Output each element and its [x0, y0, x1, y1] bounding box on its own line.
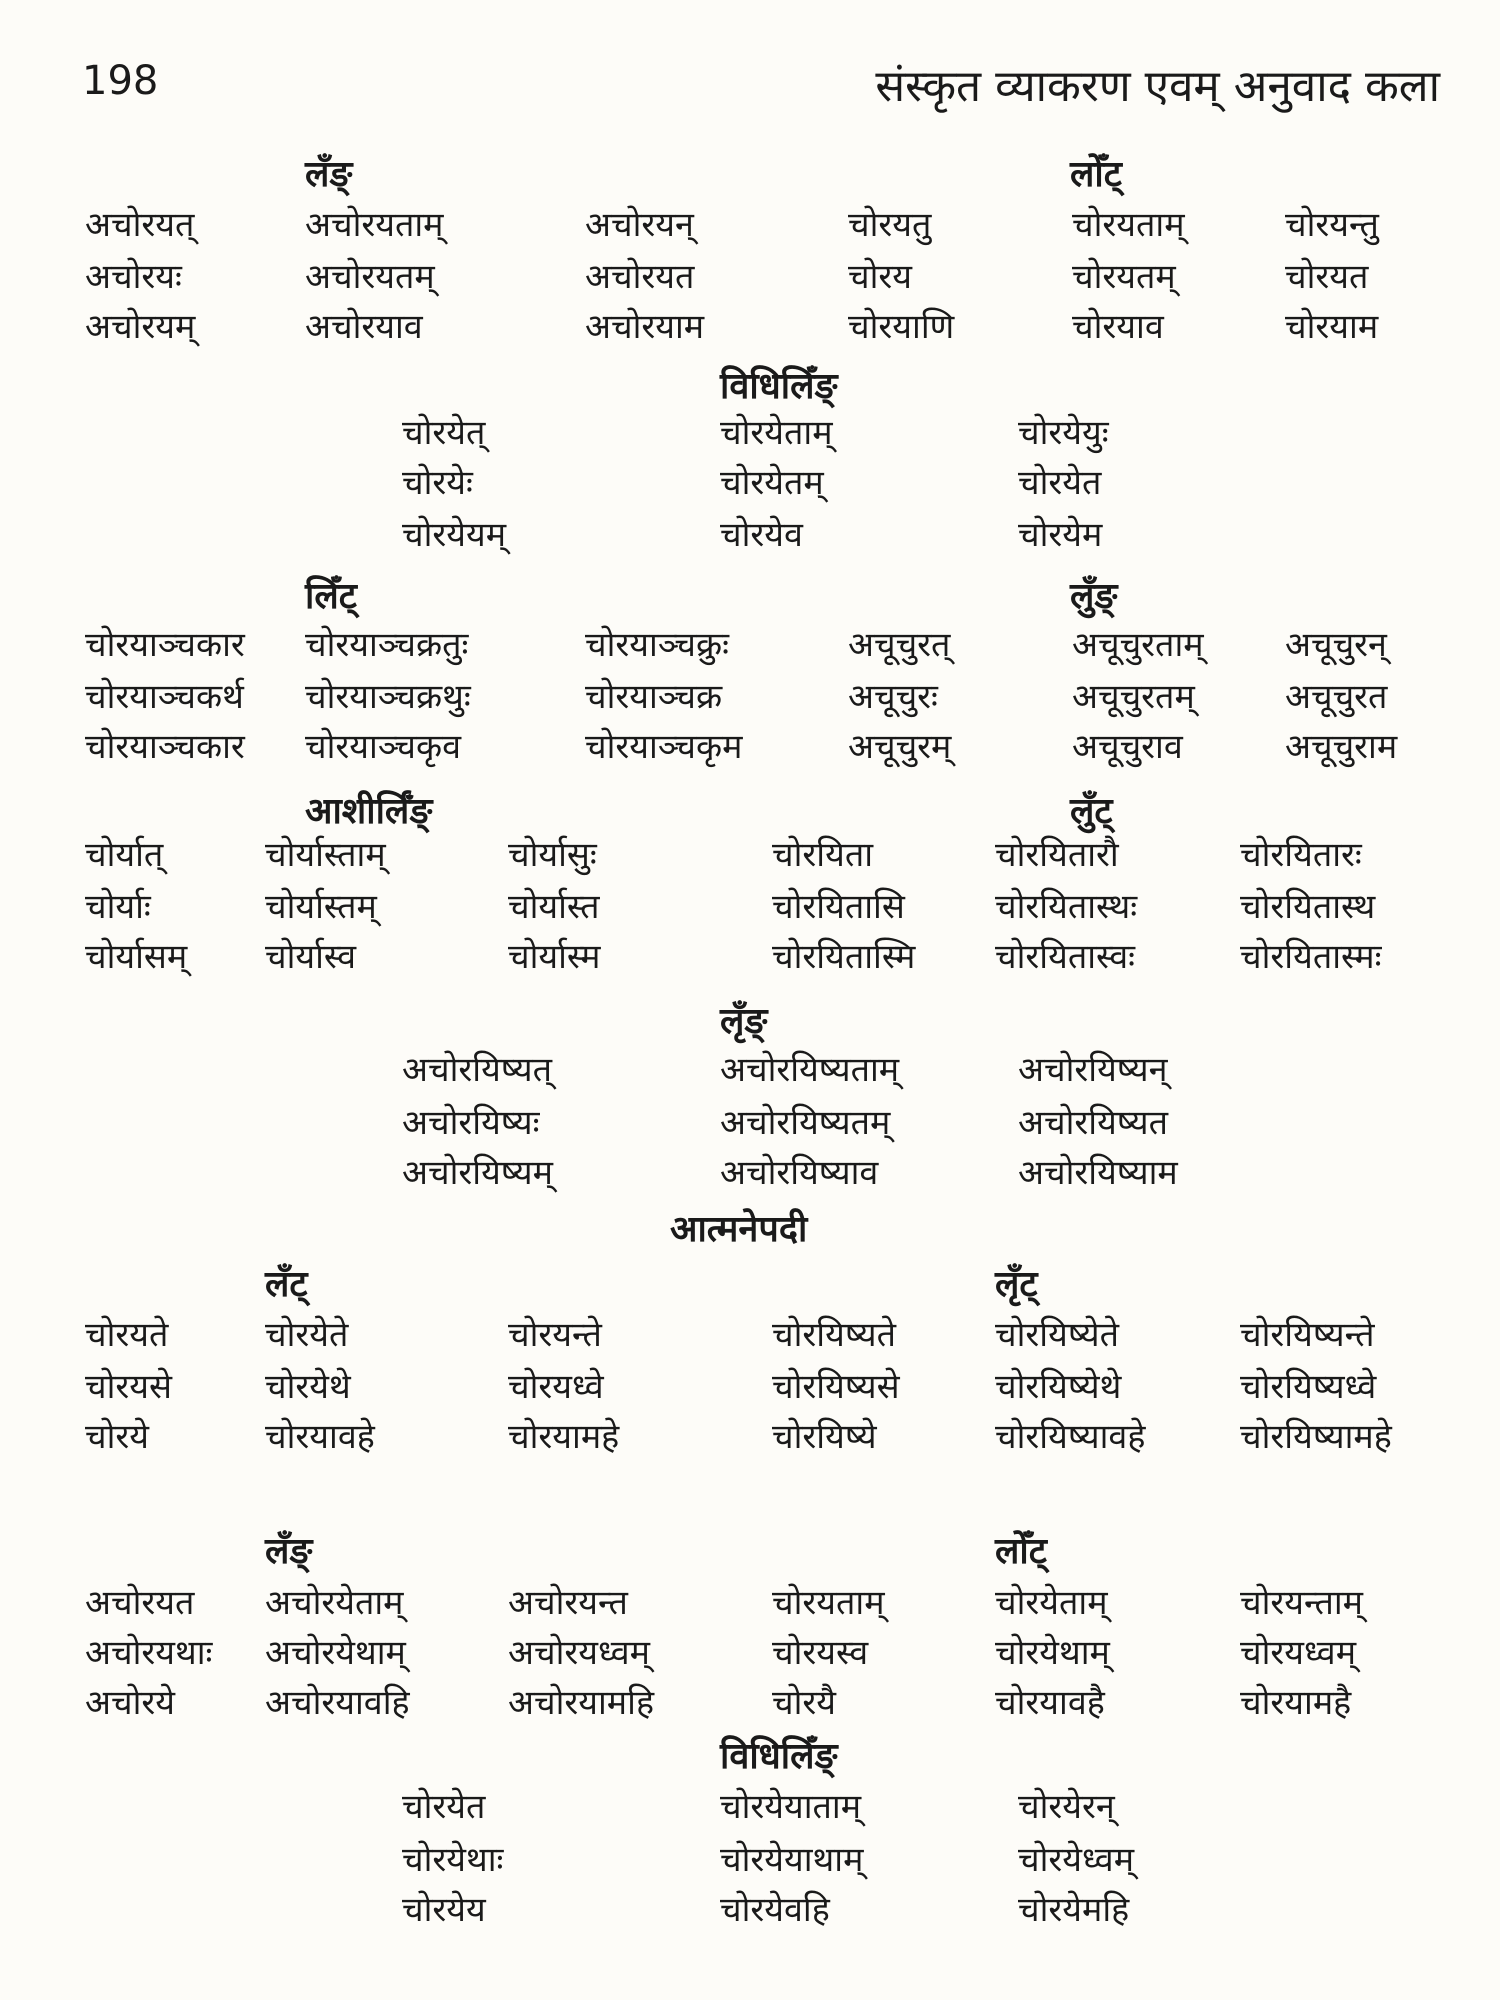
conjugation-form: अचोरयम् — [85, 307, 196, 347]
conjugation-form: चोरयाञ्चक्रथुः — [305, 677, 471, 717]
conjugation-form: चोरयाञ्चकृव — [305, 727, 461, 767]
conjugation-form: अचूचुराम — [1285, 727, 1398, 767]
conjugation-form: चोरयावहै — [995, 1683, 1105, 1723]
conjugation-form: चोरयितारः — [1240, 835, 1362, 875]
conjugation-form: चोर्यास्तम् — [265, 887, 377, 927]
conjugation-form: चोरयाञ्चक्रुः — [585, 625, 729, 665]
conjugation-form: अचूचुरत — [1285, 677, 1388, 717]
conjugation-form: अचोरयावहि — [265, 1683, 410, 1723]
conjugation-form: चोरयध्वम् — [1240, 1633, 1357, 1673]
section-heading: विधिलिँङ् — [720, 1736, 838, 1777]
section-heading: लोँट् — [995, 1531, 1047, 1572]
conjugation-form: अचोरयामहि — [508, 1683, 654, 1723]
conjugation-form: चोरयिष्यन्ते — [1240, 1315, 1375, 1355]
conjugation-form: चोरयते — [85, 1315, 169, 1355]
conjugation-form: अचूचुरत् — [848, 625, 951, 665]
conjugation-form: अचोरयाव — [305, 307, 423, 347]
conjugation-form: चोर्यास्व — [265, 937, 357, 977]
conjugation-form: चोरयाव — [1072, 307, 1164, 347]
conjugation-form: चोरयेथाम् — [995, 1633, 1110, 1673]
conjugation-form: चोरयिता — [772, 835, 874, 875]
conjugation-form: चोरयतम् — [1072, 257, 1176, 297]
conjugation-form: अचोरयन्त — [508, 1583, 628, 1623]
conjugation-form: चोरयेताम् — [720, 413, 833, 453]
conjugation-form: अचोरयत् — [85, 205, 195, 245]
conjugation-form: चोरयेमहि — [1018, 1890, 1130, 1930]
conjugation-form: अचोरयिष्यम् — [402, 1153, 553, 1193]
conjugation-form: चोरयेवहि — [720, 1890, 830, 1930]
conjugation-form: अचूचुरम् — [848, 727, 952, 767]
conjugation-form: चोरयेत — [1018, 463, 1102, 503]
conjugation-form: चोर्यास्ताम् — [265, 835, 386, 875]
conjugation-form: चोरयसे — [85, 1367, 173, 1407]
conjugation-form: चोरयेव — [720, 515, 803, 555]
conjugation-form: अचूचुरः — [848, 677, 938, 717]
conjugation-form: चोरयिष्येते — [995, 1315, 1119, 1355]
conjugation-form: चोरयताम् — [772, 1583, 885, 1623]
section-heading: लृँट् — [995, 1264, 1038, 1305]
section-heading: लँट् — [265, 1264, 308, 1305]
conjugation-form: अचोरयिष्यतम् — [720, 1103, 891, 1143]
conjugation-form: चोरयितास्मि — [772, 937, 916, 977]
conjugation-form: चोरयन्तु — [1285, 205, 1379, 245]
conjugation-form: चोरयितास्मः — [1240, 937, 1382, 977]
section-heading: लुँङ् — [1070, 576, 1118, 617]
conjugation-form: चोरयितास्वः — [995, 937, 1136, 977]
conjugation-form: अचोरयताम् — [305, 205, 444, 245]
section-heading: विधिलिँङ् — [720, 366, 838, 407]
conjugation-form: अचोरयन् — [585, 205, 694, 245]
conjugation-form: चोरयन्ताम् — [1240, 1583, 1364, 1623]
conjugation-form: चोर्यास्त — [508, 887, 600, 927]
conjugation-form: चोरयाञ्चक्र — [585, 677, 723, 717]
conjugation-form: चोर्यात् — [85, 835, 164, 875]
conjugation-form: चोरयिष्यसे — [772, 1367, 900, 1407]
section-heading: लँङ् — [305, 154, 353, 195]
conjugation-form: चोरयितासि — [772, 887, 905, 927]
conjugation-form: अचोरयिष्याम — [1018, 1153, 1178, 1193]
book-title: संस्कृत व्याकरण एवम् अनुवाद कला — [875, 61, 1440, 112]
page-number: 198 — [82, 58, 159, 104]
conjugation-form: अचोरयत — [85, 1583, 195, 1623]
conjugation-form: अचोरयिष्यत् — [402, 1050, 552, 1090]
conjugation-form: चोरयेः — [402, 463, 473, 503]
section-heading: आशीर्लिँङ् — [305, 791, 433, 832]
conjugation-form: चोरयिष्यामहे — [1240, 1417, 1392, 1457]
conjugation-form: चोरयाणि — [848, 307, 955, 347]
conjugation-form: चोरयेताम् — [995, 1583, 1108, 1623]
conjugation-form: चोर्यासम् — [85, 937, 188, 977]
section-heading: लृँङ् — [720, 1001, 768, 1042]
section-heading: लुँट् — [1070, 791, 1113, 832]
conjugation-form: चोरयत — [1285, 257, 1369, 297]
conjugation-form: चोरयेरन् — [1018, 1787, 1115, 1827]
conjugation-form: अचोरयथाः — [85, 1633, 213, 1673]
conjugation-form: चोरयै — [772, 1683, 837, 1723]
conjugation-form: चोर्याः — [85, 887, 151, 927]
conjugation-form: चोरयेत् — [402, 413, 486, 453]
conjugation-form: चोरयितास्थ — [1240, 887, 1376, 927]
section-heading: लोँट् — [1070, 154, 1122, 195]
conjugation-form: अचोरयाम — [585, 307, 705, 347]
conjugation-form: अचोरयिष्याव — [720, 1153, 879, 1193]
conjugation-form: चोर्यासुः — [508, 835, 597, 875]
conjugation-form: अचोरयध्वम् — [508, 1633, 651, 1673]
conjugation-form: चोरयध्वे — [508, 1367, 604, 1407]
conjugation-form: चोर्यास्म — [508, 937, 601, 977]
section-heading: लँङ् — [265, 1531, 313, 1572]
conjugation-form: चोरयताम् — [1072, 205, 1185, 245]
conjugation-form: अचूचुरताम् — [1072, 625, 1204, 665]
conjugation-form: चोरये — [85, 1417, 150, 1457]
conjugation-form: अचूचुरतम् — [1072, 677, 1195, 717]
conjugation-form: अचोरयतम् — [305, 257, 435, 297]
section-heading: लिँट् — [305, 576, 357, 617]
conjugation-form: चोरयेयम् — [402, 515, 507, 555]
conjugation-form: चोरयेत — [402, 1787, 486, 1827]
conjugation-form: चोरयामहै — [1240, 1683, 1352, 1723]
conjugation-form: चोरयेथे — [265, 1367, 351, 1407]
conjugation-form: चोरयावहे — [265, 1417, 375, 1457]
conjugation-form: चोरयेध्वम् — [1018, 1840, 1135, 1880]
conjugation-form: अचोरयः — [85, 257, 182, 297]
conjugation-form: चोरयाञ्चक्रतुः — [305, 625, 469, 665]
conjugation-form: अचोरयिष्यताम् — [720, 1050, 900, 1090]
conjugation-form: अचोरयेथाम् — [265, 1633, 406, 1673]
conjugation-form: अचोरये — [85, 1683, 175, 1723]
conjugation-form: चोरयिष्यध्वे — [1240, 1367, 1377, 1407]
conjugation-form: अचोरयिष्यत — [1018, 1103, 1168, 1143]
conjugation-form: चोरयन्ते — [508, 1315, 602, 1355]
conjugation-form: अचोरयिष्यन् — [1018, 1050, 1168, 1090]
conjugation-form: चोरयेयुः — [1018, 413, 1109, 453]
conjugation-form: चोरयिष्यावहे — [995, 1417, 1146, 1457]
conjugation-form: चोरय — [848, 257, 913, 297]
conjugation-form: चोरयामहे — [508, 1417, 620, 1457]
conjugation-form: अचोरयेताम् — [265, 1583, 404, 1623]
conjugation-form: चोरयितारौ — [995, 835, 1119, 875]
conjugation-form: चोरयेते — [265, 1315, 349, 1355]
conjugation-form: चोरयाञ्चकर्थ — [85, 677, 244, 717]
conjugation-form: अचोरयत — [585, 257, 695, 297]
conjugation-form: अचूचुराव — [1072, 727, 1183, 767]
conjugation-form: चोरयेय — [402, 1890, 486, 1930]
conjugation-form: चोरयेयाथाम् — [720, 1840, 864, 1880]
conjugation-form: चोरयस्व — [772, 1633, 869, 1673]
conjugation-form: चोरयेयाताम् — [720, 1787, 862, 1827]
conjugation-form: अचोरयिष्यः — [402, 1103, 540, 1143]
conjugation-form: अचूचुरन् — [1285, 625, 1387, 665]
conjugation-form: चोरयाम — [1285, 307, 1379, 347]
conjugation-form: चोरयितास्थः — [995, 887, 1138, 927]
conjugation-form: चोरयतु — [848, 205, 932, 245]
section-heading: आत्मनेपदी — [670, 1209, 808, 1250]
conjugation-form: चोरयाञ्चकार — [85, 727, 245, 767]
conjugation-form: चोरयेतम् — [720, 463, 824, 503]
conjugation-form: चोरयाञ्चकार — [85, 625, 245, 665]
conjugation-form: चोरयेथाः — [402, 1840, 504, 1880]
conjugation-form: चोरयेम — [1018, 515, 1103, 555]
conjugation-form: चोरयिष्ये — [772, 1417, 877, 1457]
conjugation-form: चोरयिष्येथे — [995, 1367, 1122, 1407]
conjugation-form: चोरयिष्यते — [772, 1315, 896, 1355]
conjugation-form: चोरयाञ्चकृम — [585, 727, 743, 767]
